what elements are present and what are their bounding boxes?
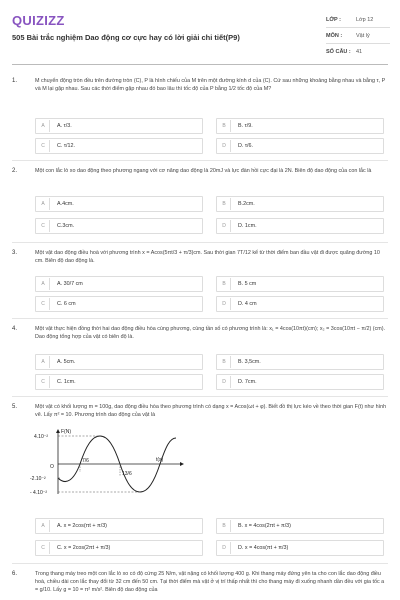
meta-class bbox=[326, 12, 390, 28]
option-c[interactable] bbox=[35, 296, 203, 312]
option-text: D. x = 4cos(πt + π/3) bbox=[238, 545, 289, 551]
option-a[interactable] bbox=[35, 276, 203, 292]
option-letter: C bbox=[37, 542, 50, 554]
meta-table bbox=[326, 12, 390, 59]
option-text: A. 5cm. bbox=[57, 359, 76, 365]
option-b[interactable] bbox=[216, 276, 384, 292]
meta-value: 41 bbox=[356, 48, 363, 55]
option-text: A. x = 2cos(πt + π/3) bbox=[57, 523, 107, 529]
meta-key: LỚP : bbox=[326, 16, 341, 23]
option-letter: A bbox=[37, 520, 50, 532]
divider bbox=[12, 318, 388, 319]
divider bbox=[12, 242, 388, 243]
meta-count bbox=[326, 44, 390, 59]
brand-logo: QUIZIZZ bbox=[12, 13, 65, 28]
header bbox=[0, 0, 400, 60]
option-letter: A bbox=[37, 120, 50, 132]
meta-value: Vật lý bbox=[356, 32, 370, 39]
option-text: C. 6 cm bbox=[57, 301, 76, 307]
option-text: D. 7cm. bbox=[238, 379, 257, 385]
option-text: B. 3,5cm. bbox=[238, 359, 261, 365]
option-letter: A bbox=[37, 198, 50, 210]
divider bbox=[12, 396, 388, 397]
meta-value: Lớp 12 bbox=[356, 16, 374, 23]
option-letter: D bbox=[218, 542, 231, 554]
option-letter: B bbox=[218, 356, 231, 368]
t-axis-arrow bbox=[180, 462, 184, 466]
option-text: B. τ/9. bbox=[238, 123, 253, 129]
option-letter: D bbox=[218, 140, 231, 152]
option-letter: D bbox=[218, 220, 231, 232]
t2-label: 13/6 bbox=[122, 471, 132, 477]
option-letter: C bbox=[37, 220, 50, 232]
option-c[interactable] bbox=[35, 138, 203, 154]
page-title: 505 Bài trắc nghiệm Dao động cơ cực hay có lời giải chi tiết(P9) bbox=[12, 33, 240, 42]
question-number: 5. bbox=[12, 404, 18, 410]
option-text: A.4cm. bbox=[57, 201, 74, 207]
option-letter: B bbox=[218, 278, 231, 290]
option-d[interactable] bbox=[216, 138, 384, 154]
option-letter: B bbox=[218, 520, 231, 532]
tick-top: 4.10⁻² bbox=[34, 434, 49, 440]
ylabel: F(N) bbox=[61, 429, 71, 435]
option-text: C. τ/12. bbox=[57, 143, 76, 149]
option-b[interactable] bbox=[216, 196, 384, 212]
t1-label: 7/6 bbox=[82, 458, 89, 464]
option-a[interactable] bbox=[35, 518, 203, 534]
question-text: Một vật dao động điều hoà với phương trình x = Acos(5πt/3 + π/3)cm. Sau thời gian 7T/12 kể từ thời điểm ban đầu vật đi được quãng đường 10 cm. Biên độ dao động là. bbox=[35, 250, 380, 264]
option-text: B.2cm. bbox=[238, 201, 255, 207]
tick-mid: -2.10⁻² bbox=[30, 476, 46, 482]
xlabel: t(s) bbox=[156, 457, 164, 463]
option-c[interactable] bbox=[35, 540, 203, 556]
option-letter: C bbox=[37, 298, 50, 310]
option-a[interactable] bbox=[35, 354, 203, 370]
f-axis-arrow bbox=[56, 429, 60, 433]
option-text: C.3cm. bbox=[57, 223, 75, 229]
divider bbox=[12, 563, 388, 564]
option-letter: D bbox=[218, 376, 231, 388]
option-text: C. 1cm. bbox=[57, 379, 76, 385]
option-letter: B bbox=[218, 198, 231, 210]
question-text: Trong thang máy treo một con lắc lò xo có độ cứng 25 N/m, vật nặng có khối lượng 400 g. Khi thang máy đứng yên ta cho con lắc dao động điều hoà, chiều dài con lắc thay đổi từ 32 cm đến 50 cm. Tại thời điểm mà vật ở vị trí thấp nhất thì cho thang máy đi xuống nhanh dần đều với gia tốc a = g/10. Lấy g = 10 = π² m/s². Biên độ dao động của bbox=[35, 571, 385, 593]
question-text: Một vật thực hiện đồng thời hai dao động điều hòa cùng phương, cùng tần số có phương trình là: x₁ = 4cos(10πt)(cm); x₂ = 3cos(10πt − π/2) (cm). Dao động tổng hợp của vật có biên độ là. bbox=[35, 326, 386, 340]
option-letter: A bbox=[37, 278, 50, 290]
divider bbox=[12, 160, 388, 161]
option-letter: D bbox=[218, 298, 231, 310]
question-number: 3. bbox=[12, 250, 18, 256]
meta-key: SỐ CÂU : bbox=[326, 48, 351, 55]
option-a[interactable] bbox=[35, 118, 203, 134]
option-b[interactable] bbox=[216, 518, 384, 534]
question-text: Một vật có khối lượng m = 100g, dao động điều hòa theo phương trình có dạng x = Acos(ωt + φ). Biết đồ thị lực kéo về theo thời gian F(t) như hình vẽ. Lấy π² = 10. Phương trình dao động của vật là bbox=[35, 404, 387, 418]
header-divider bbox=[12, 64, 388, 65]
option-text: D. 1cm. bbox=[238, 223, 257, 229]
question-number: 6. bbox=[12, 571, 18, 577]
tick-bottom: - 4.10⁻² bbox=[30, 490, 48, 496]
option-text: A. 30/7 cm bbox=[57, 281, 83, 287]
option-letter: B bbox=[218, 120, 231, 132]
option-d[interactable] bbox=[216, 540, 384, 556]
option-text: D. τ/6. bbox=[238, 143, 254, 149]
option-a[interactable] bbox=[35, 196, 203, 212]
option-d[interactable] bbox=[216, 218, 384, 234]
option-d[interactable] bbox=[216, 374, 384, 390]
force-time-graph bbox=[30, 428, 210, 498]
question-text: M chuyển động tròn đều trên đường tròn (C), P là hình chiếu của M trên một đường kính d của (C). Cứ sau những khoảng bằng nhau và bằng τ, P và M lại gặp nhau. Sau các thời điểm gặp nhau đó bao lâu thì tốc độ của P bằng 1/2 tốc độ của M? bbox=[35, 78, 386, 92]
option-b[interactable] bbox=[216, 354, 384, 370]
question-text: Một con lắc lò xo dao động theo phương ngang với cơ năng dao động là 20mJ và lực đàn hồi cực đại là 2N. Biên độ dao động của con lắc là bbox=[35, 168, 372, 174]
option-c[interactable] bbox=[35, 218, 203, 234]
meta-subject bbox=[326, 28, 390, 44]
option-text: B. 5 cm bbox=[238, 281, 257, 287]
option-text: B. x = 4cos(2πt + π/3) bbox=[238, 523, 291, 529]
question-number: 1. bbox=[12, 78, 18, 84]
option-letter: C bbox=[37, 140, 50, 152]
option-text: D. 4 cm bbox=[238, 301, 257, 307]
option-letter: A bbox=[37, 356, 50, 368]
option-text: C. x = 2cos(2πt + π/3) bbox=[57, 545, 111, 551]
option-c[interactable] bbox=[35, 374, 203, 390]
question-number: 4. bbox=[12, 326, 18, 332]
option-text: A. τ/3. bbox=[57, 123, 72, 129]
option-letter: C bbox=[37, 376, 50, 388]
option-d[interactable] bbox=[216, 296, 384, 312]
question-number: 2. bbox=[12, 168, 18, 174]
option-b[interactable] bbox=[216, 118, 384, 134]
origin-label: O bbox=[50, 464, 54, 470]
meta-key: MÔN : bbox=[326, 32, 343, 39]
